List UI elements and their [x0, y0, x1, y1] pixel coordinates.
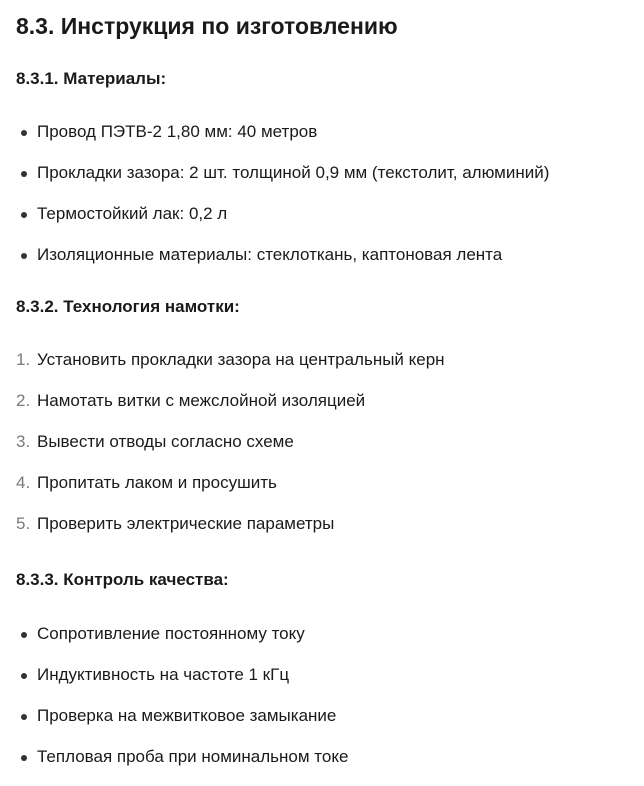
bullet-icon [21, 755, 27, 761]
bullet-icon [21, 212, 27, 218]
bullet-icon [21, 253, 27, 259]
page-title: 8.3. Инструкция по изготовлению [16, 13, 398, 39]
bullet-icon [21, 632, 27, 638]
winding-heading: 8.3.2. Технология намотки: [16, 297, 240, 316]
document-page: 8.3. Инструкция по изготовлению 8.3.1. Материалы: Провод ПЭТВ-2 1,80 мм: 40 метров Прокладки зазора: 2 шт. толщиной 0,9 мм (текстолит, алюминий) Термостойкий лак: 0,2 л Изоляционные материалы: стеклоткань, каптоновая лента 8.3.2. Технология намотки: 1. Установить прокладки зазора на центральный керн 2. Намотать витки с межслойной изоляцией 3. Вывести отводы согласно схеме 4. Пропитать лаком и просушить 5. Проверить электрические параметры 8.3.3. Контроль качества: Сопротивление постоянному току Индуктивность на частоте 1 кГц Проверка на межвитковое замыкание Тепловая проба при номинальном токе [0, 0, 644, 782]
quality-heading: 8.3.3. Контроль качества: [16, 570, 229, 589]
bullet-icon [21, 130, 27, 136]
bullet-icon [21, 171, 27, 177]
bullet-icon [21, 714, 27, 720]
materials-heading: 8.3.1. Материалы: [16, 69, 167, 88]
bullet-icon [21, 673, 27, 679]
